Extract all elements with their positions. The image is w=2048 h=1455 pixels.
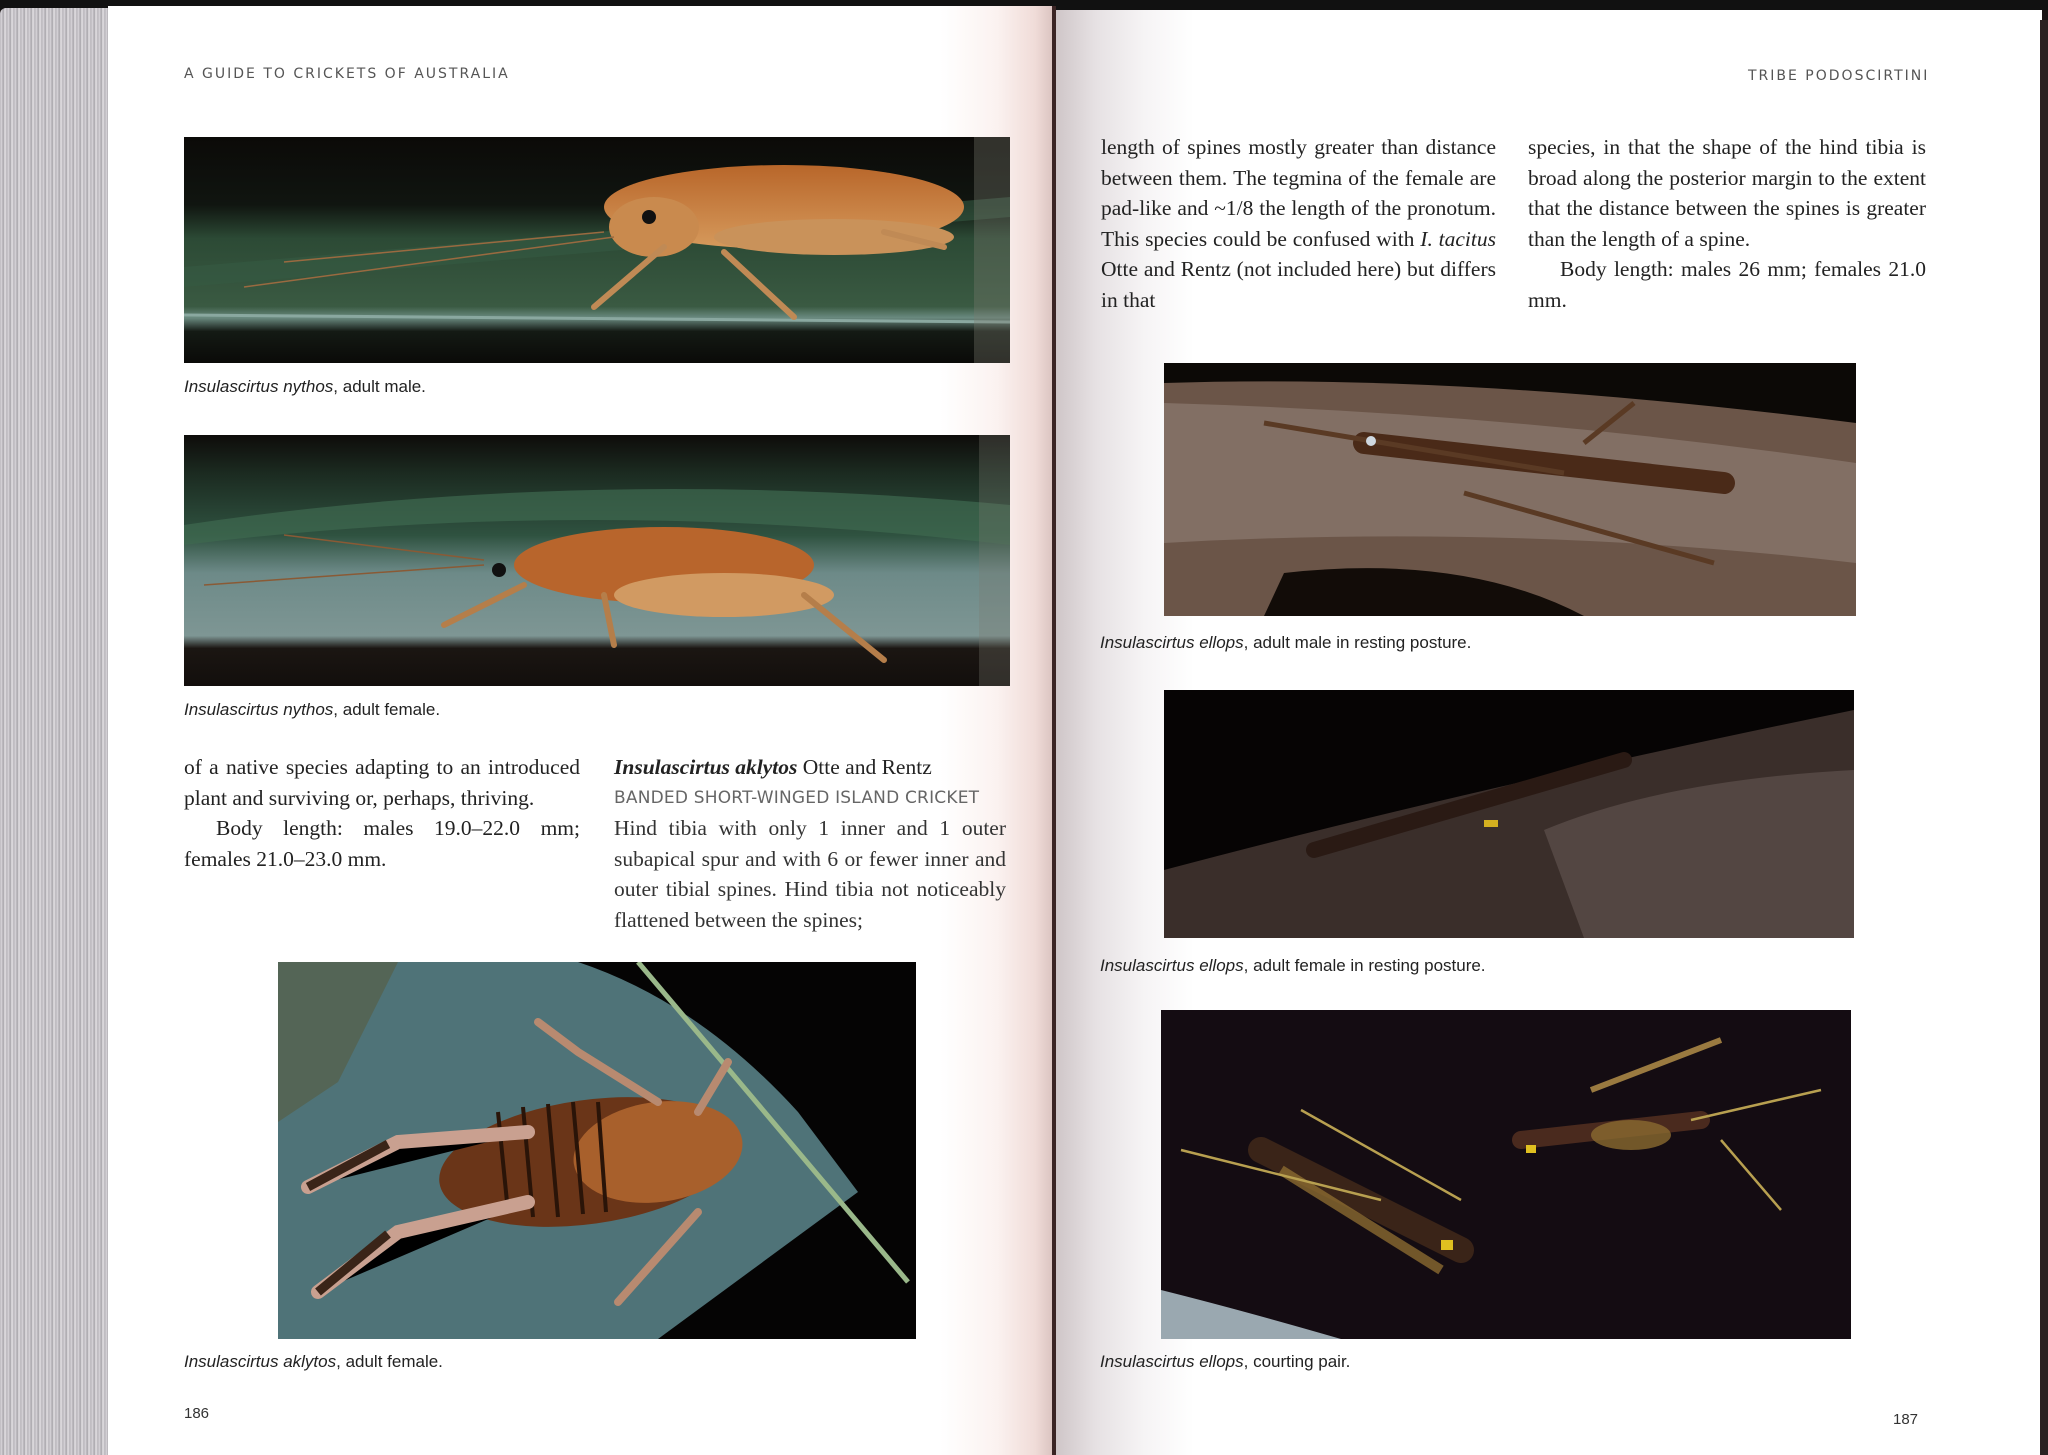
photo-ellops-male bbox=[1164, 363, 1856, 616]
species-heading: Insulascirtus aklytos Otte and Rentz bbox=[614, 755, 932, 779]
left-page-text-column-1 bbox=[184, 752, 580, 874]
photo-ellops-courting-pair bbox=[1161, 1010, 1851, 1339]
body-length-paragraph: Body length: males 26 mm; females 21.0 mm. bbox=[1528, 257, 1926, 312]
right-page-text-column-2 bbox=[1528, 132, 1926, 315]
paragraph: length of spines mostly greater than distance between them. The tegmina of the female are pad-like and ~1/8 the length of the pronotum. This species could be confused with I. tacitus Otte and Rentz (not included here) but differs in that bbox=[1101, 135, 1496, 312]
caption-nythos-male: Insulascirtus nythos, adult male. bbox=[184, 377, 426, 396]
left-page-text-column-2 bbox=[614, 752, 1006, 935]
right-page-text-column-1 bbox=[1101, 132, 1496, 315]
photo-nythos-female bbox=[184, 435, 1010, 686]
page-number-right: 187 bbox=[1893, 1411, 1919, 1428]
species-description: Hind tibia with only 1 inner and 1 outer subapical spur and with 6 or fewer inner and outer tibial spines. Hind tibia not noticeably flattened between the spines; bbox=[614, 816, 1006, 932]
running-head-left: A GUIDE TO CRICKETS OF AUSTRALIA bbox=[184, 66, 510, 82]
right-page-edge bbox=[2040, 20, 2048, 1455]
body-length-paragraph: Body length: males 19.0–22.0 mm; females 21.0–23.0 mm. bbox=[184, 816, 580, 871]
running-head-right: TRIBE PODOSCIRTINI bbox=[1748, 68, 1930, 84]
caption-ellops-courting-pair: Insulascirtus ellops, courting pair. bbox=[1100, 1352, 1351, 1371]
photo-aklytos-female bbox=[278, 962, 916, 1339]
paragraph: of a native species adapting to an introduced plant and surviving or, perhaps, thriving. bbox=[184, 755, 580, 810]
caption-aklytos-female: Insulascirtus aklytos, adult female. bbox=[184, 1352, 443, 1371]
photo-ellops-female bbox=[1164, 690, 1854, 938]
common-name: BANDED SHORT-WINGED ISLAND CRICKET bbox=[614, 787, 980, 808]
photo-nythos-male bbox=[184, 137, 1010, 363]
caption-ellops-female: Insulascirtus ellops, adult female in resting posture. bbox=[1100, 956, 1486, 975]
page-number-left: 186 bbox=[184, 1405, 210, 1422]
caption-ellops-male: Insulascirtus ellops, adult male in resting posture. bbox=[1100, 633, 1472, 652]
book-spine bbox=[1052, 6, 1056, 1455]
caption-nythos-female: Insulascirtus nythos, adult female. bbox=[184, 700, 441, 719]
page-edge-stack bbox=[0, 8, 110, 1455]
paragraph: species, in that the shape of the hind tibia is broad along the posterior margin to the extent that the distance between the spines is greater than the length of a spine. bbox=[1528, 135, 1926, 251]
